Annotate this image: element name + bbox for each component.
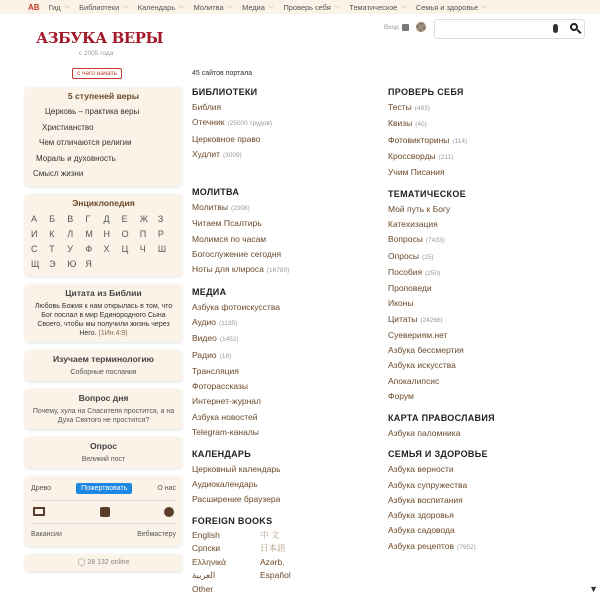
link-label: Радио bbox=[192, 349, 217, 360]
directory-link[interactable] bbox=[388, 149, 578, 165]
link-count: (483) bbox=[414, 105, 430, 112]
poll-link[interactable]: Великий пост bbox=[81, 455, 126, 463]
link-label: Фотовикторины bbox=[388, 134, 450, 145]
link-label: Иконы bbox=[388, 298, 414, 309]
terminology-link[interactable]: Соборные послания bbox=[70, 368, 137, 376]
about-link[interactable]: О нас bbox=[157, 484, 176, 492]
directory-link[interactable] bbox=[192, 379, 382, 394]
chevron-down-icon: ⌵ bbox=[227, 3, 233, 10]
encyclopedia-title: Энциклопедия bbox=[72, 197, 135, 208]
link-count: (18) bbox=[219, 352, 232, 360]
directory-column-1 bbox=[192, 85, 382, 603]
login-label: Вход bbox=[384, 24, 399, 31]
encyclopedia-letter[interactable]: У bbox=[67, 243, 73, 254]
directory-link[interactable] bbox=[388, 165, 578, 180]
bible-quote-ref[interactable]: (1Ин.4:9) bbox=[98, 329, 128, 337]
gear-icon[interactable] bbox=[416, 22, 426, 32]
link-label: Азбука верности bbox=[388, 464, 454, 475]
directory-link[interactable] bbox=[388, 202, 578, 217]
encyclopedia-letter[interactable]: Н bbox=[103, 228, 110, 239]
link-label: Молимся по часам bbox=[192, 233, 267, 244]
site-logo[interactable] bbox=[36, 28, 164, 58]
link-count: (16780) bbox=[266, 267, 290, 274]
link-label: Азбука здоровья bbox=[388, 510, 454, 520]
link-label: Катехизация bbox=[388, 219, 438, 229]
encyclopedia-letter[interactable]: Ц bbox=[121, 243, 129, 254]
link-label: Мой путь к Богу bbox=[388, 203, 451, 214]
question-of-day-box bbox=[25, 389, 182, 429]
directory-link[interactable] bbox=[388, 296, 578, 311]
link-label: Интернет-журнал bbox=[192, 396, 261, 407]
section-title: МОЛИТВА bbox=[192, 187, 240, 197]
nav-label: Проверь себя bbox=[283, 2, 331, 12]
chevron-down-icon: ⌵ bbox=[334, 3, 340, 10]
login-link[interactable] bbox=[384, 24, 409, 31]
link-label: Кроссворды bbox=[388, 150, 436, 161]
encyclopedia-letter[interactable]: С bbox=[31, 243, 38, 254]
nav-label: Календарь bbox=[137, 2, 176, 12]
chevron-down-icon: ⌵ bbox=[179, 3, 184, 10]
encyclopedia-letter[interactable]: В bbox=[67, 213, 74, 224]
link-label: Фоторассказы bbox=[192, 381, 249, 391]
link-label: Суевериям.нет bbox=[388, 329, 448, 340]
login-icon bbox=[402, 24, 409, 31]
link-label: Аудио bbox=[192, 317, 216, 327]
link-label: Азбука фотоискусства bbox=[192, 301, 280, 312]
nav-label: Семья и здоровье bbox=[415, 2, 479, 12]
link-count: (1452) bbox=[219, 336, 239, 344]
encyclopedia-letter[interactable]: Б bbox=[49, 213, 56, 224]
scroll-down-icon[interactable]: ▼ bbox=[589, 584, 598, 594]
nav-label: Тематическое bbox=[349, 2, 398, 12]
link-label: Telegram-каналы bbox=[192, 426, 259, 437]
encyclopedia-letter[interactable]: Ф bbox=[85, 243, 93, 254]
directory-section bbox=[388, 411, 578, 441]
nav-item[interactable] bbox=[194, 3, 233, 12]
site-logo-mini[interactable]: АВ bbox=[28, 2, 40, 12]
directory-link[interactable] bbox=[388, 508, 578, 523]
section-title: БИБЛИОТЕКИ bbox=[192, 87, 258, 97]
chevron-down-icon: ⌵ bbox=[401, 3, 406, 10]
link-label: Цитаты bbox=[388, 313, 418, 324]
directory-link[interactable] bbox=[388, 217, 578, 232]
chevron-down-icon: ⌵ bbox=[123, 3, 128, 10]
link-count: (1135) bbox=[218, 320, 238, 327]
directory-link[interactable] bbox=[388, 232, 578, 248]
jobs-link[interactable]: Вакансии bbox=[31, 530, 62, 538]
foreign-language-link[interactable]: Español bbox=[260, 570, 291, 581]
portal-directory bbox=[192, 70, 495, 594]
directory-column-2 bbox=[388, 85, 578, 561]
directory-link[interactable] bbox=[192, 477, 382, 492]
directory-link[interactable] bbox=[388, 328, 578, 343]
encyclopedia-letter[interactable]: Т bbox=[49, 243, 55, 254]
encyclopedia-letter[interactable]: К bbox=[49, 228, 55, 239]
section-title: МЕДИА bbox=[192, 286, 227, 297]
terminology-box bbox=[25, 350, 182, 381]
link-count: (211) bbox=[438, 153, 454, 161]
directory-link[interactable] bbox=[388, 493, 578, 508]
directory-section bbox=[388, 187, 578, 404]
link-count: (2008) bbox=[230, 205, 250, 212]
foreign-language-link[interactable]: 中 文 bbox=[260, 529, 280, 540]
encyclopedia-letter[interactable]: З bbox=[157, 213, 164, 224]
nav-item[interactable] bbox=[79, 3, 128, 12]
directory-link[interactable] bbox=[388, 462, 578, 477]
directory-link[interactable] bbox=[388, 358, 578, 373]
directory-link[interactable] bbox=[388, 426, 578, 441]
directory-link[interactable] bbox=[192, 410, 382, 425]
directory-section bbox=[192, 285, 382, 440]
link-label: Учим Писания bbox=[388, 167, 445, 177]
directory-link[interactable] bbox=[388, 389, 578, 404]
section-title: FOREIGN BOOKS bbox=[192, 515, 273, 526]
question-link[interactable]: Почему, хула на Спасителя простится, а на Духа Святого не простится? bbox=[32, 407, 175, 424]
nav-label: Медиа bbox=[242, 2, 265, 12]
link-count: (25000 трудов) bbox=[227, 120, 273, 128]
directory-link[interactable] bbox=[388, 281, 578, 296]
chevron-down-icon: ⌵ bbox=[482, 3, 487, 10]
encyclopedia-letter[interactable]: Д bbox=[103, 213, 110, 224]
link-count: (7952) bbox=[457, 543, 476, 551]
link-label: Читаем Псалтирь bbox=[192, 218, 262, 229]
encyclopedia-letter[interactable]: Ю bbox=[67, 258, 77, 269]
donate-button[interactable]: Пожертвовать bbox=[76, 483, 132, 494]
link-label: Азбука новостей bbox=[192, 411, 258, 422]
online-count: 28 132 online bbox=[87, 558, 130, 566]
directory-link[interactable] bbox=[192, 331, 382, 347]
nav-label: Библиотеки bbox=[79, 2, 120, 12]
webmaster-link[interactable]: Вебмастеру bbox=[137, 530, 176, 538]
link-label: Видео bbox=[192, 333, 217, 344]
poll-box bbox=[25, 437, 182, 468]
question-title: Вопрос дня bbox=[78, 392, 129, 403]
step-link[interactable]: Смысл жизни bbox=[33, 169, 84, 178]
directory-link[interactable] bbox=[388, 312, 578, 328]
directory-section bbox=[192, 447, 382, 508]
search-icon[interactable] bbox=[570, 23, 578, 31]
link-label: Опросы bbox=[388, 250, 420, 261]
globe-icon[interactable] bbox=[164, 507, 174, 517]
encyclopedia-letter[interactable]: Р bbox=[157, 228, 164, 239]
step-link[interactable]: Христианство bbox=[42, 122, 94, 132]
directory-link[interactable] bbox=[388, 265, 578, 281]
directory-link[interactable] bbox=[192, 247, 382, 262]
nav-item[interactable] bbox=[416, 3, 487, 12]
link-label: Проповеди bbox=[388, 283, 432, 293]
foreign-language-link[interactable]: Azərb. bbox=[260, 556, 285, 567]
link-label: Аудиокалендарь bbox=[192, 478, 258, 489]
bible-quote-title: Цитата из Библии bbox=[65, 287, 142, 298]
faith-steps-box bbox=[25, 87, 182, 186]
directory-section bbox=[388, 85, 578, 180]
directory-link[interactable] bbox=[192, 216, 382, 231]
link-label: Трансляция bbox=[192, 365, 239, 376]
encyclopedia-letter[interactable]: Г bbox=[85, 213, 91, 224]
search-box bbox=[434, 19, 585, 39]
microphone-icon[interactable] bbox=[553, 24, 558, 33]
mail-icon[interactable] bbox=[33, 507, 45, 516]
nav-label: Молитва bbox=[193, 2, 224, 12]
nav-item[interactable] bbox=[283, 3, 339, 12]
link-label: Азбука бессмертия bbox=[388, 345, 464, 355]
bible-quote-text: Любовь Божия к нам открылась в том, что Бог послал в мир Единородного Сына Своего, чтобы мы получили жизнь через Него. bbox=[34, 302, 173, 337]
section-title: ТЕМАТИЧЕСКОЕ bbox=[388, 188, 466, 199]
foreign-language-link[interactable]: Other bbox=[192, 583, 214, 594]
encyclopedia-letter[interactable]: Э bbox=[49, 258, 56, 269]
link-label: Квизы bbox=[388, 118, 413, 129]
encyclopedia-letter[interactable]: А bbox=[31, 213, 38, 224]
encyclopedia-letter[interactable]: Щ bbox=[31, 258, 40, 269]
encyclopedia-letter[interactable]: Ч bbox=[139, 243, 146, 254]
link-count: (24266) bbox=[420, 316, 443, 324]
directory-link[interactable] bbox=[192, 200, 382, 216]
terminology-title: Изучаем терминологию bbox=[53, 353, 154, 364]
step-link[interactable]: Церковь – практика веры bbox=[45, 107, 140, 116]
link-label: Тесты bbox=[388, 102, 412, 112]
link-label: Апокалипсис bbox=[388, 375, 440, 386]
encyclopedia-letter[interactable]: О bbox=[121, 228, 129, 239]
portals-count: 45 сайтов портала bbox=[192, 70, 253, 77]
bible-quote-box bbox=[25, 284, 182, 342]
link-label: Вопросы bbox=[388, 234, 423, 245]
nav-item[interactable] bbox=[138, 3, 184, 12]
directory-link[interactable] bbox=[192, 232, 382, 247]
encyclopedia-letter[interactable]: Е bbox=[121, 213, 128, 224]
links-box bbox=[25, 476, 182, 546]
directory-link[interactable] bbox=[192, 462, 382, 477]
link-label: Азбука рецептов bbox=[388, 540, 454, 551]
online-counter bbox=[25, 554, 182, 571]
directory-link[interactable] bbox=[192, 100, 382, 115]
link-label: Богослужение сегодня bbox=[192, 248, 282, 259]
section-title: КАРТА ПРАВОСЛАВИЯ bbox=[388, 412, 495, 423]
directory-section bbox=[388, 447, 578, 555]
link-label: Церковное право bbox=[192, 133, 261, 144]
directory-link[interactable] bbox=[192, 115, 382, 131]
foreign-books-section bbox=[192, 514, 382, 597]
step-link[interactable]: Мораль и духовность bbox=[36, 153, 116, 163]
foreign-language-link[interactable]: Ελληνικά bbox=[192, 556, 227, 567]
foreign-language-link[interactable]: العربية bbox=[192, 570, 216, 581]
directory-section bbox=[192, 85, 382, 163]
poll-title: Опрос bbox=[89, 440, 118, 451]
nav-item[interactable] bbox=[349, 3, 406, 12]
link-label: Молитвы bbox=[192, 202, 228, 212]
faith-steps-title: 5 ступеней веры bbox=[67, 91, 140, 101]
link-count: (114) bbox=[452, 137, 468, 145]
start-here-button[interactable]: с чего начать bbox=[72, 68, 122, 79]
link-count: (40) bbox=[415, 121, 427, 129]
site-since: с 2005 года bbox=[78, 50, 114, 57]
nav-item[interactable] bbox=[49, 3, 70, 12]
link-label: Ноты для клироса bbox=[192, 264, 264, 274]
divider bbox=[31, 500, 176, 501]
directory-link[interactable] bbox=[192, 425, 382, 440]
phone-icon[interactable] bbox=[100, 507, 110, 517]
chevron-down-icon: ⌵ bbox=[64, 3, 70, 10]
link-label: Форум bbox=[388, 390, 414, 401]
directory-link[interactable] bbox=[192, 262, 382, 278]
link-label: Азбука садовода bbox=[388, 525, 455, 536]
tree-link[interactable]: Древо bbox=[31, 484, 52, 492]
user-icon: ◯ bbox=[77, 558, 86, 566]
directory-link[interactable] bbox=[192, 348, 382, 364]
search-input[interactable] bbox=[435, 20, 545, 38]
directory-link[interactable] bbox=[192, 132, 382, 147]
link-label: Азбука искусства bbox=[388, 360, 456, 371]
link-label: Азбука воспитания bbox=[388, 494, 463, 505]
foreign-language-link[interactable]: 日本語 bbox=[260, 543, 286, 554]
directory-link[interactable] bbox=[388, 374, 578, 389]
encyclopedia-letter[interactable]: Я bbox=[85, 258, 92, 269]
encyclopedia-letter[interactable]: Л bbox=[67, 228, 74, 239]
site-name: АЗБУКА ВЕРЫ bbox=[36, 29, 164, 47]
link-label: Азбука супружества bbox=[388, 479, 468, 490]
directory-link[interactable] bbox=[388, 116, 578, 132]
link-label: Церковный календарь bbox=[192, 463, 281, 474]
step-link[interactable]: Чем отличаются религии bbox=[39, 138, 132, 147]
top-navbar bbox=[0, 0, 600, 14]
link-count: (250) bbox=[425, 269, 441, 277]
encyclopedia-letter[interactable]: Х bbox=[103, 243, 110, 254]
directory-link[interactable] bbox=[192, 364, 382, 379]
directory-link[interactable] bbox=[192, 394, 382, 409]
link-label: Пособия bbox=[388, 266, 423, 277]
directory-link[interactable] bbox=[388, 478, 578, 493]
directory-link[interactable] bbox=[192, 147, 382, 163]
link-count: (3009) bbox=[223, 151, 242, 159]
link-label: Библия bbox=[192, 102, 222, 112]
link-label: Азбука паломника bbox=[388, 427, 461, 438]
nav-item[interactable] bbox=[242, 3, 273, 12]
divider bbox=[31, 523, 176, 524]
directory-link[interactable] bbox=[388, 523, 578, 538]
link-label: Расширение браузера bbox=[192, 494, 281, 504]
foreign-language-link[interactable]: Српски bbox=[192, 543, 221, 554]
chevron-down-icon: ⌵ bbox=[268, 3, 274, 10]
foreign-language-link[interactable]: English bbox=[192, 529, 220, 540]
encyclopedia-letter[interactable]: Ж bbox=[139, 213, 149, 224]
encyclopedia-letter[interactable]: П bbox=[139, 228, 147, 239]
directory-link[interactable] bbox=[388, 249, 578, 265]
section-title: СЕМЬЯ И ЗДОРОВЬЕ bbox=[388, 449, 488, 460]
encyclopedia-letter[interactable]: М bbox=[85, 228, 93, 239]
directory-link[interactable] bbox=[388, 133, 578, 149]
foreign-books-grid bbox=[192, 529, 382, 597]
link-label: Худлит bbox=[192, 148, 221, 159]
link-count: (7433) bbox=[425, 237, 445, 245]
link-label: Отечник bbox=[192, 117, 225, 128]
sidebar bbox=[25, 87, 182, 579]
section-title: ПРОВЕРЬ СЕБЯ bbox=[388, 87, 464, 97]
encyclopedia-letter[interactable]: Ш bbox=[157, 243, 167, 254]
directory-link[interactable] bbox=[388, 100, 578, 116]
encyclopedia-box bbox=[25, 194, 182, 276]
directory-link[interactable] bbox=[192, 315, 382, 331]
directory-link[interactable] bbox=[388, 343, 578, 358]
nav-label: Гид bbox=[48, 2, 61, 12]
encyclopedia-letter[interactable]: И bbox=[31, 228, 38, 239]
link-count: (25) bbox=[422, 253, 434, 261]
directory-link[interactable] bbox=[388, 539, 578, 555]
section-title: КАЛЕНДАРЬ bbox=[192, 448, 252, 459]
directory-section bbox=[192, 185, 382, 278]
directory-link[interactable] bbox=[192, 300, 382, 315]
directory-link[interactable] bbox=[192, 492, 382, 507]
